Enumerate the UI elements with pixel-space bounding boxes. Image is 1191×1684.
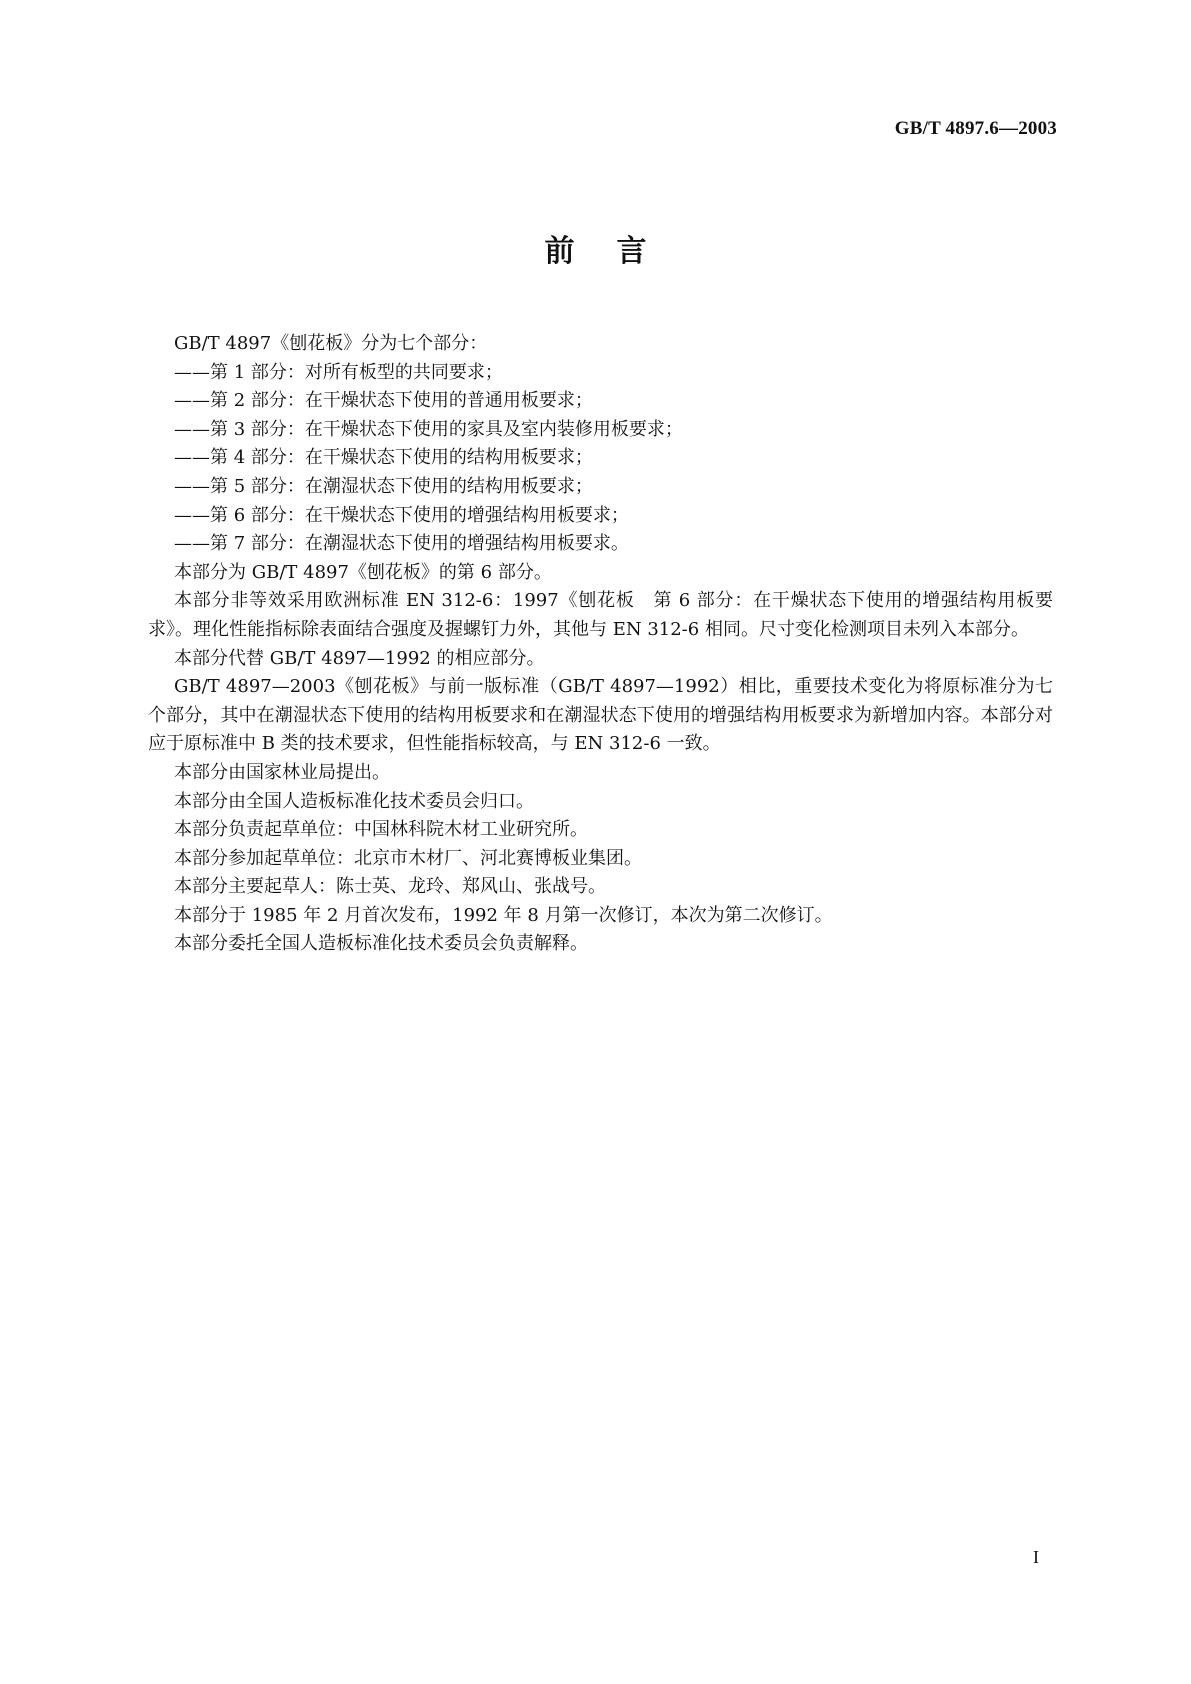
paragraph: 本部分委托全国人造板标准化技术委员会负责解释。 (174, 933, 588, 955)
paragraph: 本部分由全国人造板标准化技术委员会归口。 (174, 790, 534, 812)
paragraph: ——第 1 部分：对所有板型的共同要求； (174, 361, 503, 383)
paragraph: GB/T 4897《刨花板》分为七个部分： (174, 333, 488, 354)
paragraph: ——第 2 部分：在干燥状态下使用的普通用板要求； (174, 390, 593, 412)
paragraph: 本部分非等效采用欧洲标准 EN 312-6：1997《刨花板 第 6 部分：在干燥状态下使用的增强结构用板要求》。理化性能指标除表面结合强度及握螺钉力外，其他与 EN 312-6 相同。尺寸变化检测项目未列入本部分。 (148, 590, 1053, 640)
document-code: GB/T 4897.6—2003 (894, 118, 1057, 139)
page-title: 前言 (544, 234, 689, 269)
paragraph: ——第 5 部分：在潮湿状态下使用的结构用板要求； (174, 475, 593, 497)
paragraph: 本部分于 1985 年 2 月首次发布，1992 年 8 月第一次修订，本次为第二次修订。 (174, 904, 833, 926)
paragraph: 本部分主要起草人：陈士英、龙玲、郑风山、张战号。 (174, 876, 606, 898)
page-number: I (1033, 1547, 1039, 1567)
paragraph: ——第 7 部分：在潮湿状态下使用的增强结构用板要求。 (174, 533, 629, 555)
paragraph: ——第 6 部分：在干燥状态下使用的增强结构用板要求； (174, 504, 629, 526)
foreword-body (148, 330, 1053, 959)
paragraph: 本部分由国家林业局提出。 (174, 761, 390, 783)
paragraph: 本部分参加起草单位：北京市木材厂、河北赛博板业集团。 (174, 847, 642, 869)
paragraph: 本部分代替 GB/T 4897—1992 的相应部分。 (174, 647, 545, 669)
paragraph: ——第 4 部分：在干燥状态下使用的结构用板要求； (174, 447, 593, 469)
paragraph: GB/T 4897—2003《刨花板》与前一版标准（GB/T 4897—1992）相比，重要技术变化为将原标准分为七个部分，其中在潮湿状态下使用的结构用板要求和在潮湿状态下使用的增强结构用板要求为新增加内容。本部分对应于原标准中 B 类的技术要求，但性能指标较高，与 EN 312-6 一致。 (148, 676, 1053, 755)
paragraph: 本部分为 GB/T 4897《刨花板》的第 6 部分。 (174, 561, 552, 583)
paragraph: 本部分负责起草单位：中国林科院木材工业研究所。 (174, 819, 588, 841)
paragraph: ——第 3 部分：在干燥状态下使用的家具及室内装修用板要求； (174, 418, 683, 440)
